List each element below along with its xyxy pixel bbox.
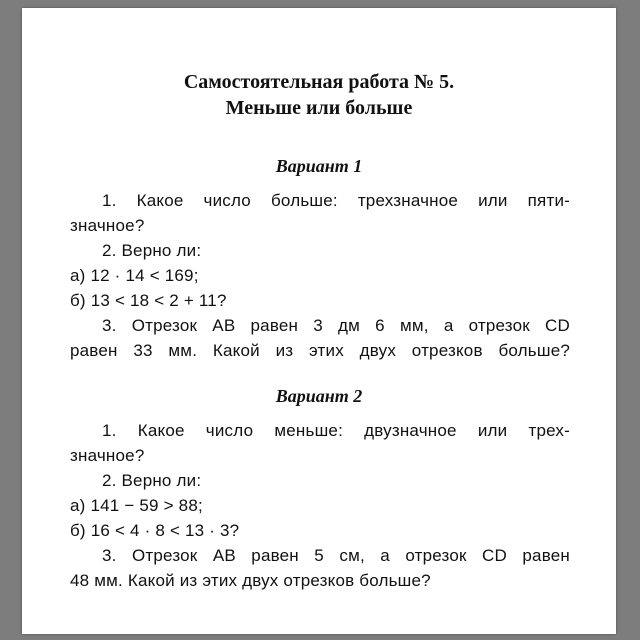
v2-task-2-line: 2. Верно ли: [102,471,202,490]
variant-1-heading: Вариант 1 [275,156,363,176]
v1-task-3-line-1: 3. Отрезок AB равен 3 дм 6 мм, а отрезок CD [102,316,570,335]
v2-task-3-line-1: 3. Отрезок AB равен 5 см, а отрезок CD равен [102,546,570,565]
v1-task-2b: б) 13 < 18 < 2 + 11? [70,291,227,310]
v1-task-2-line: 2. Верно ли: [102,241,202,260]
v2-task-2a: а) 141 − 59 > 88; [70,496,203,515]
document-page [22,8,616,634]
variant-2-heading: Вариант 2 [275,386,363,406]
v1-task-3-line-2: равен 33 мм. Какой из этих двух отрезков больше? [70,341,570,360]
title-line-2: Меньше или больше [225,97,413,119]
v2-task-2b: б) 16 < 4 · 8 < 13 · 3? [70,521,240,540]
v1-task-2a: а) 12 · 14 < 169; [70,266,199,285]
v2-task-1-line-1: 1. Какое число меньше: двузначное или трех- [102,421,570,440]
v1-task-1-line-1: 1. Какое число больше: трехзначное или пяти- [102,191,570,210]
title-line-1: Самостоятельная работа № 5. [183,71,455,93]
v2-task-3-line-2: 48 мм. Какой из этих двух отрезков больше? [70,571,431,590]
v2-task-1-line-2: значное? [70,446,145,465]
v1-task-1-line-2: значное? [70,216,145,235]
